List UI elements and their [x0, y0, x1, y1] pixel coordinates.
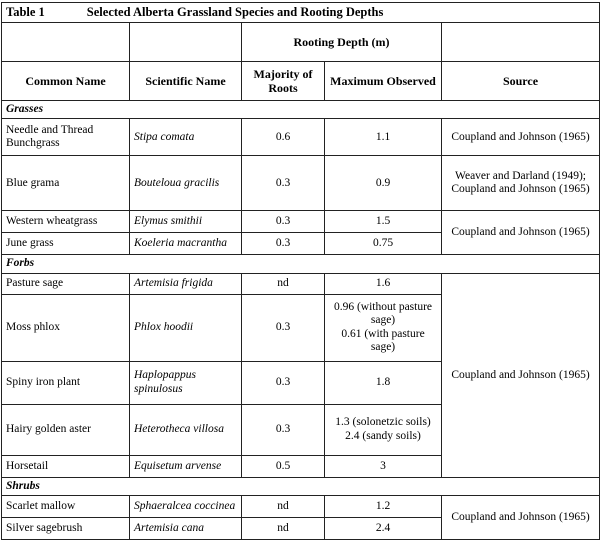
- cell-majority-of-roots: 0.3: [242, 233, 325, 255]
- section-row-shrubs: [2, 477, 600, 496]
- cell-majority-of-roots: nd: [242, 273, 325, 294]
- column-header-majority-of-roots: Majority of Roots: [242, 61, 325, 100]
- cell-maximum-observed: [325, 294, 442, 361]
- table-row: [2, 119, 600, 156]
- table-title-row: [2, 3, 600, 23]
- cell-source: Coupland and Johnson (1965): [442, 211, 600, 255]
- cell-maximum-observed: 1.8: [325, 361, 442, 404]
- cell-source: Coupland and Johnson (1965): [442, 496, 600, 540]
- cell-source: Coupland and Johnson (1965): [442, 273, 600, 477]
- header-blank-source: [442, 22, 600, 61]
- cell-source: Coupland and Johnson (1965): [442, 119, 600, 156]
- cell-maximum-observed-line-1: 0.96 (without pasture sage): [333, 300, 433, 327]
- section-label-shrubs: Shrubs: [2, 477, 600, 496]
- cell-common-name: Spiny iron plant: [2, 361, 130, 404]
- cell-maximum-observed: [325, 404, 442, 455]
- cell-maximum-observed: 1.2: [325, 496, 442, 518]
- cell-scientific-name: Elymus smithii: [130, 211, 242, 233]
- cell-scientific-name: Phlox hoodii: [130, 294, 242, 361]
- column-header-source: Source: [442, 61, 600, 100]
- table-caption: [2, 3, 600, 23]
- cell-majority-of-roots: 0.5: [242, 455, 325, 477]
- cell-majority-of-roots: 0.3: [242, 361, 325, 404]
- cell-common-name: Moss phlox: [2, 294, 130, 361]
- section-label-grasses: Grasses: [2, 100, 600, 119]
- column-header-maximum-observed: Maximum Observed: [325, 61, 442, 100]
- section-label-forbs: Forbs: [2, 255, 600, 274]
- header-blank-scientific: [130, 22, 242, 61]
- cell-maximum-observed-line-2: 0.61 (with pasture sage): [341, 327, 425, 354]
- cell-scientific-name: Heterotheca villosa: [130, 404, 242, 455]
- cell-common-name: Blue grama: [2, 156, 130, 211]
- cell-source: Weaver and Darland (1949); Coupland and Johnson (1965): [442, 156, 600, 211]
- cell-maximum-observed: 1.5: [325, 211, 442, 233]
- cell-maximum-observed-line-2: 2.4 (sandy soils): [345, 429, 421, 442]
- section-row-grasses: [2, 100, 600, 119]
- column-header-common-name: Common Name: [2, 61, 130, 100]
- cell-scientific-name: Equisetum arvense: [130, 455, 242, 477]
- cell-scientific-name: Artemisia frigida: [130, 273, 242, 294]
- table-label: Table 1: [6, 5, 45, 19]
- cell-common-name: Pasture sage: [2, 273, 130, 294]
- cell-majority-of-roots: 0.3: [242, 404, 325, 455]
- cell-maximum-observed: 1.1: [325, 119, 442, 156]
- cell-majority-of-roots: 0.3: [242, 211, 325, 233]
- cell-maximum-observed: 0.9: [325, 156, 442, 211]
- cell-common-name: Scarlet mallow: [2, 496, 130, 518]
- cell-scientific-name: Stipa comata: [130, 119, 242, 156]
- cell-common-name: June grass: [2, 233, 130, 255]
- cell-scientific-name: Bouteloua gracilis: [130, 156, 242, 211]
- column-header-scientific-name: Scientific Name: [130, 61, 242, 100]
- cell-common-name: Needle and Thread Bunchgrass: [2, 119, 130, 156]
- table-row: [2, 273, 600, 294]
- header-blank-common: [2, 22, 130, 61]
- cell-maximum-observed: 3: [325, 455, 442, 477]
- section-row-forbs: [2, 255, 600, 274]
- cell-majority-of-roots: nd: [242, 518, 325, 540]
- cell-scientific-name: Koeleria macrantha: [130, 233, 242, 255]
- cell-majority-of-roots: 0.3: [242, 156, 325, 211]
- cell-scientific-name: Artemisia cana: [130, 518, 242, 540]
- cell-scientific-name: Haplopappus spinulosus: [130, 361, 242, 404]
- cell-common-name: Horsetail: [2, 455, 130, 477]
- table-row: [2, 211, 600, 233]
- table-row: [2, 156, 600, 211]
- cell-maximum-observed: 2.4: [325, 518, 442, 540]
- header-rooting-depth: Rooting Depth (m): [242, 22, 442, 61]
- table-row: [2, 496, 600, 518]
- header-group-row: [2, 22, 600, 61]
- cell-maximum-observed: 0.75: [325, 233, 442, 255]
- cell-scientific-name: Sphaeralcea coccinea: [130, 496, 242, 518]
- cell-majority-of-roots: 0.3: [242, 294, 325, 361]
- cell-common-name: Western wheatgrass: [2, 211, 130, 233]
- header-columns-row: [2, 61, 600, 100]
- cell-majority-of-roots: nd: [242, 496, 325, 518]
- cell-maximum-observed: 1.6: [325, 273, 442, 294]
- cell-common-name: Silver sagebrush: [2, 518, 130, 540]
- table-caption-text: Selected Alberta Grassland Species and Rooting Depths: [86, 5, 384, 19]
- species-rooting-depth-table: [1, 2, 600, 540]
- cell-maximum-observed-line-1: 1.3 (solonetzic soils): [335, 416, 431, 429]
- cell-majority-of-roots: 0.6: [242, 119, 325, 156]
- cell-common-name: Hairy golden aster: [2, 404, 130, 455]
